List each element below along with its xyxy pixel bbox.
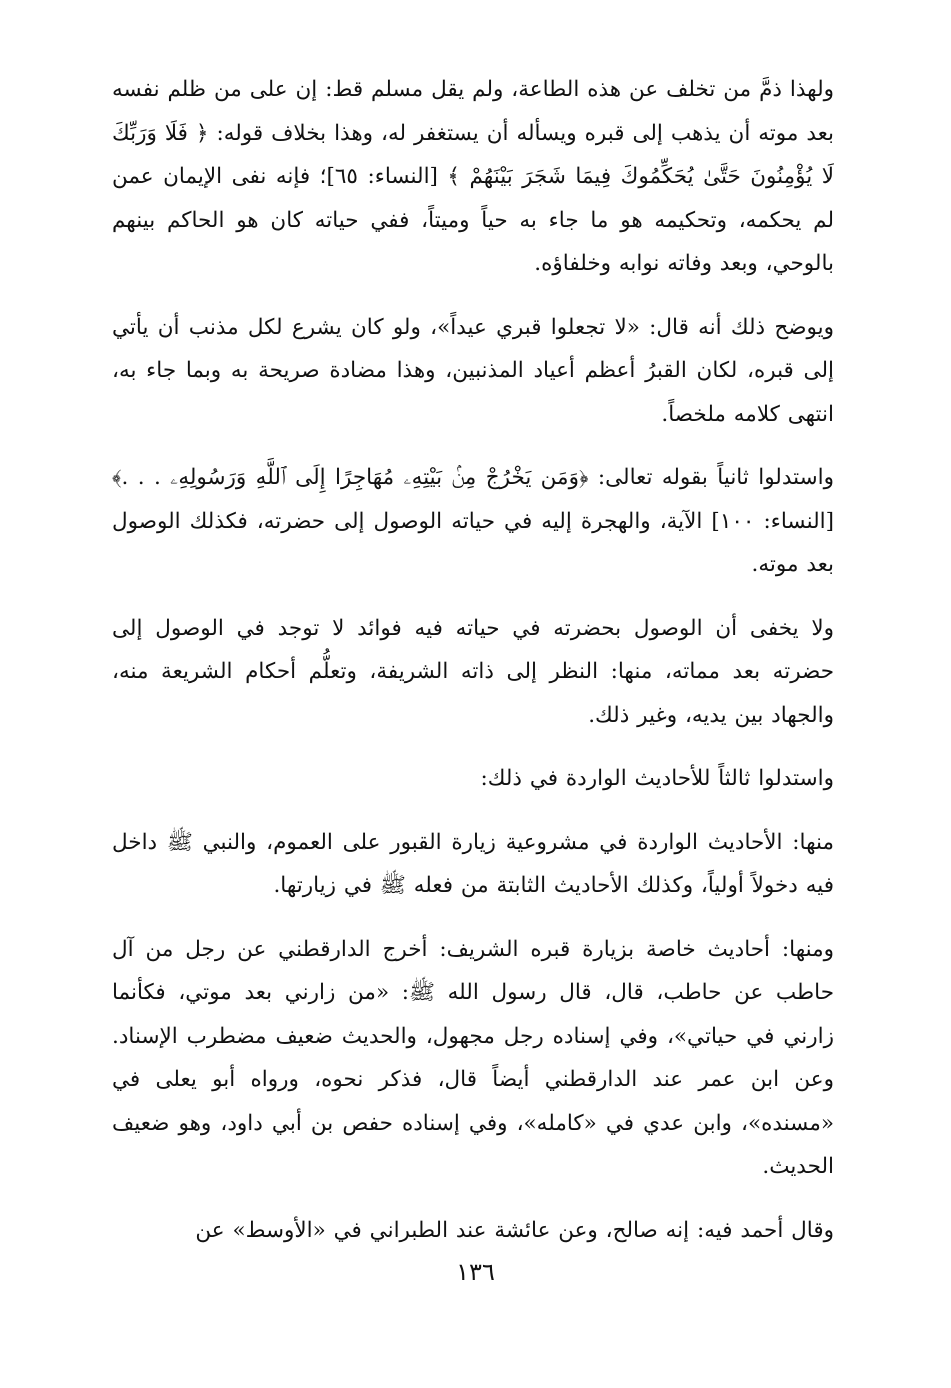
paragraph-7: ومنها: أحاديث خاصة بزيارة قبره الشريف: أخرج الدارقطني عن رجل من آل حاطب عن حاطب، قال، قال رسول الله ﷺ: «من زارني بعد موتي، فكأنما زارني في حياتي»، وفي إسناده رجل مجهول، والحديث ضعيف مضطرب الإسناد. وعن ابن عمر عند الدارقطني أيضاً قال، فذكر نحوه، ورواه أبو يعلى في «مسنده»، وابن عدي في «كامله»، وفي إسناده حفص بن أبي داود، وهو ضعيف الحديث. <box>112 936 834 1179</box>
paragraph-8: وقال أحمد فيه: إنه صالح، وعن عائشة عند الطبراني في «الأوسط» عن <box>195 1217 834 1243</box>
paragraph-4: ولا يخفى أن الوصول بحضرته في حياته فيه فوائد لا توجد في الوصول إلى حضرته بعد مماته، منها: النظر إلى ذاته الشريفة، وتعلُّم أحكام الشريعة منه، والجهاد بين يديه، وغير ذلك. <box>112 615 834 728</box>
paragraph-5: واستدلوا ثالثاً للأحاديث الواردة في ذلك: <box>480 766 834 791</box>
paragraph-2: ويوضح ذلك أنه قال: «لا تجعلوا قبري عيداً»، ولو كان يشرع لكل مذنب أن يأتي إلى قبره، لكان القبرُ أعظم أعياد المذنبين، وهذا مضادة صريحة به وبما جاء به، انتهى كلامه ملخصاً. <box>112 314 834 427</box>
paragraph-3: واستدلوا ثانياً بقوله تعالى: ﴿وَمَن يَخْرُجْ مِنۢ بَيْتِهِۦ مُهَاجِرًا إِلَى ٱللَّهِ وَرَسُولِهِۦ . . .﴾ [النساء: ١٠٠] الآية، والهجرة إليه في حياته الوصول إلى حضرته، فكذلك الوصول بعد موته. <box>112 465 834 577</box>
paragraph-6: منها: الأحاديث الواردة في مشروعية زيارة القبور على العموم، والنبي ﷺ داخل فيه دخولاً أولياً، وكذلك الأحاديث الثابتة من فعله ﷺ في زيارتها. <box>112 829 834 898</box>
paragraph-1: ولهذا ذمَّ من تخلف عن هذه الطاعة، ولم يقل مسلم قط: إن على من ظلم نفسه بعد موته أن يذهب إلى قبره ويسأله أن يستغفر له، وهذا بخلاف قوله: ﴿ فَلَا وَرَبِّكَ لَا يُؤْمِنُونَ حَتَّىٰ يُحَكِّمُوكَ فِيمَا شَجَرَ بَيْنَهُمْ ﴾ [النساء: ٦٥]؛ فإنه نفى الإيمان عمن لم يحكمه، وتحكيمه هو ما جاء به حياً وميتاً، ففي حياته كان هو الحاكم بينهم بالوحي، وبعد وفاته نوابه وخلفاؤه. <box>112 77 834 276</box>
page-body <box>112 68 834 1272</box>
page-number: ١٣٦ <box>456 1258 495 1286</box>
